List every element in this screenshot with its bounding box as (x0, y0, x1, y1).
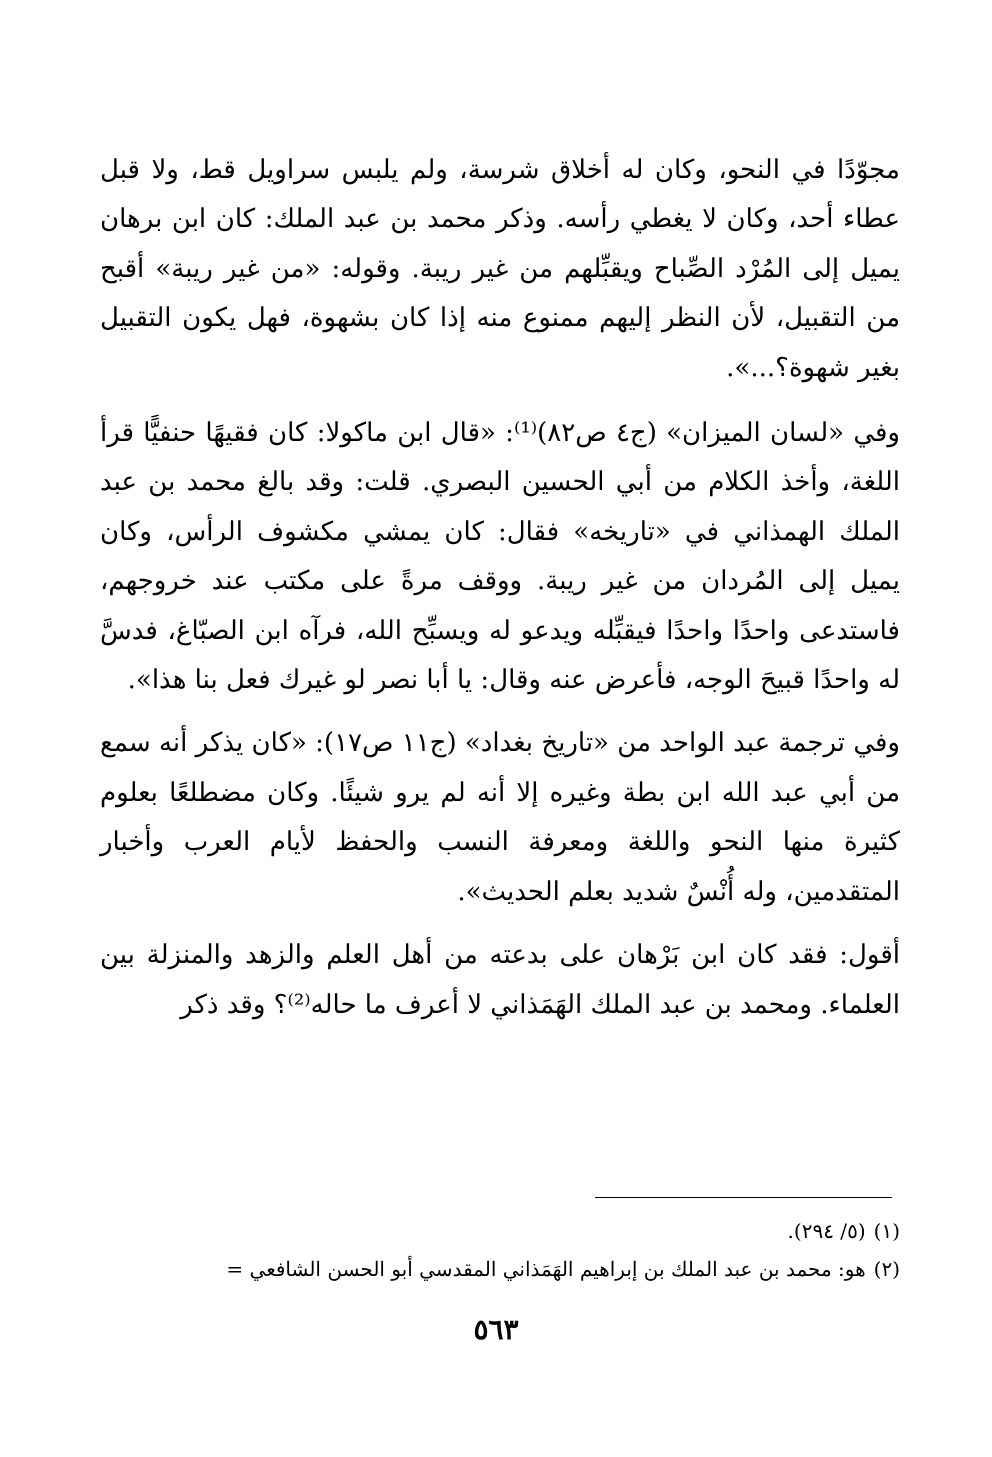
footnote-text: (٥/ ٢٩٤). (787, 1219, 866, 1243)
footnote-number: (١) (873, 1219, 900, 1243)
paragraph-4: أقول: فقد كان ابن بَرْهان على بدعته من أهل العلم والزهد والمنزلة بين العلماء. ومحمد بن عبد الملك الهَمَذاني لا أعرف ما حاله⁽²⁾؟ وقد ذكر (100, 940, 900, 1020)
footnote-text: هو: محمد بن عبد الملك بن إبراهيم الهَمَذاني المقدسي أبو الحسن الشافعي = (226, 1257, 866, 1281)
paragraph-1: مجوّدًا في النحو، وكان له أخلاق شرسة، ولم يلبس سراويل قط، ولا قبل عطاء أحد، وكان لا يغطي رأسه. وذكر محمد بن عبد الملك: كان ابن برهان يميل إلى المُرْد الصِّباح ويقبِّلهم من غير ريبة. وقوله: «من غير ريبة» أقبح من التقبيل، لأن النظر إليهم ممنوع منه إذا كان بشهوة، فهل يكون التقبيل بغير شهوة؟...». (100, 155, 900, 383)
page-number: ٥٦٣ (473, 1313, 519, 1346)
paragraph-2: وفي «لسان الميزان» (ج٤ ص٨٢)⁽¹⁾: «قال ابن ماكولا: كان فقيهًا حنفيًّا قرأ اللغة، وأخذ الكلام من أبي الحسين البصري. قلت: وقد بالغ محمد بن عبد الملك الهمذاني في «تاريخه» فقال: كان يمشي مكشوف الرأس، وكان يميل إلى المُردان من غير ريبة. ووقف مرةً على مكتب عند خروجهم، فاستدعى واحدًا واحدًا فيقبِّله ويدعو له ويسبِّح الله، فرآه ابن الصبّاغ، فدسَّ له واحدًا قبيحَ الوجه، فأعرض عنه وقال: يا أبا نصر لو غيرك فعل بنا هذا». (100, 418, 900, 696)
footnote-1 (100, 1212, 900, 1250)
footnote-separator (595, 1197, 892, 1198)
paragraph-3: وفي ترجمة عبد الواحد من «تاريخ بغداد» (ج١١ ص١٧): «كان يذكر أنه سمع من أبي عبد الله ابن بطة وغيره إلا أنه لم يرو شيئًا. وكان مضطلعًا بعلوم كثيرة منها النحو واللغة ومعرفة النسب والحفظ لأيام العرب وأخبار المتقدمين، وله أُنْسٌ شديد بعلم الحديث». (100, 728, 900, 907)
footnote-2 (100, 1250, 900, 1288)
footnote-number: (٢) (873, 1257, 900, 1281)
footnotes (100, 1212, 900, 1288)
main-text (100, 146, 900, 1030)
